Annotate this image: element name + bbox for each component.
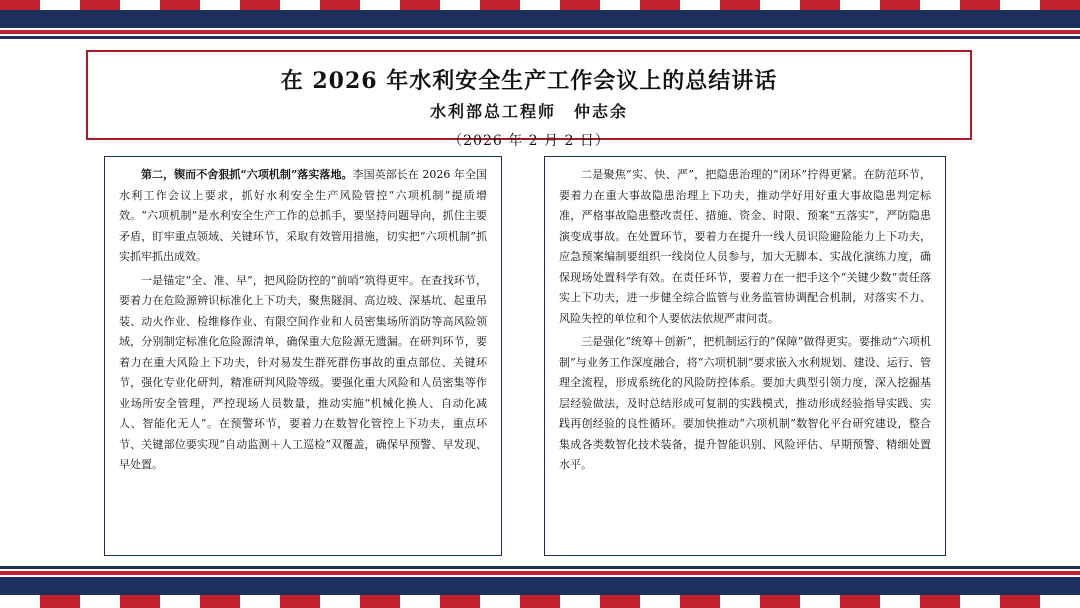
left-paragraph-2 bbox=[119, 271, 487, 476]
top-navy-band bbox=[0, 10, 1080, 28]
checker-cell bbox=[320, 0, 360, 10]
top-navy-line bbox=[0, 36, 1080, 39]
bottom-decoration bbox=[0, 566, 1080, 608]
checker-cell bbox=[40, 595, 80, 608]
checker-cell bbox=[520, 0, 560, 10]
checker-cell bbox=[640, 595, 680, 608]
bottom-checker-stripe bbox=[0, 595, 1080, 608]
checker-cell bbox=[400, 595, 440, 608]
checker-cell bbox=[960, 0, 1000, 10]
right-paragraph-1-lead: 二是聚焦“实、快、严”，把隐患治理的“闭环”拧得更紧。 bbox=[581, 168, 864, 181]
checker-cell bbox=[640, 0, 680, 10]
checker-cell bbox=[560, 595, 600, 608]
checker-cell bbox=[200, 0, 240, 10]
checker-cell bbox=[160, 0, 200, 10]
right-paragraph-1-body: 在防范环节，要着力在重大事故隐患治理上下功夫，推动学好用好重大事故隐患判定标准，严格事故隐患整改责任、措施、资金、时限、预案“五落实”，严防隐患演变成事故。在处置环节，要着力在提升一线人员识险避险能力上下功夫，应急预案编制要组织一线岗位人员参与，加大无脚本、实战化演练力度，确保现场处置科学有效。在责任环节，要着力在一把手这个“关键少数”责任落实上下功夫，进一步健全综合监管与业务监管协调配合机制，对落实不力、风险失控的单位和个人要依法依规严肃问责。 bbox=[559, 168, 931, 325]
checker-cell bbox=[680, 0, 720, 10]
checker-cell bbox=[600, 0, 640, 10]
checker-cell bbox=[80, 0, 120, 10]
checker-cell bbox=[720, 0, 760, 10]
checker-cell bbox=[200, 595, 240, 608]
checker-cell bbox=[40, 0, 80, 10]
checker-cell bbox=[760, 595, 800, 608]
left-paragraph-1-body: 李国英部长在 2026 年全国水利工作会议上要求，抓好水利安全生产风险管控“六项机制”提质增效。“六项机制”是水利安全生产工作的总抓手，要坚持问题导向，抓住主要矛盾，盯牢重点领域、关键环节，采取有效管用措施，切实把“六项机制”抓实抓牢抓出成效。 bbox=[119, 168, 487, 263]
checker-cell bbox=[440, 595, 480, 608]
header-box bbox=[86, 50, 972, 149]
checker-cell bbox=[400, 0, 440, 10]
checker-cell bbox=[1000, 595, 1040, 608]
right-text-panel bbox=[544, 156, 946, 556]
checker-cell bbox=[800, 0, 840, 10]
checker-cell bbox=[920, 0, 960, 10]
speaker-line: 水利部总工程师 仲志余 bbox=[429, 102, 628, 121]
left-paragraph-2-lead: 一是锚定“全、准、早”，把风险防控的“前哨”筑得更牢。 bbox=[141, 273, 421, 287]
checker-cell bbox=[760, 0, 800, 10]
right-paragraph-2-body: 要推动“六项机制”与业务工作深度融合，将“六项机制”要求嵌入水利规划、建设、运行、管理全流程，形成系统化的风险防控体系。要加大典型引领力度，深入挖掘基层经验做法，及时总结形成可复制的实践模式，推动形成经验指导实践、实践再创经验的良性循环。要加快推动“六项机制”数智化平台研究建设，整合集成各类数智化技术装备，提升智能识别、风险评估、早期预警、精细处置水平。 bbox=[559, 335, 932, 471]
checker-cell bbox=[680, 595, 720, 608]
left-paragraph-2-body: 在查找环节，要着力在危险源辨识标准化上下功夫，聚焦隧洞、高边坡、深基坑、起重吊装、动火作业、检维修作业、有限空间作业和人员密集场所消防等高风险领域，分别制定标准化危险源清单，确保重大危险源无遗漏。在研判环节，要着力在重大风险上下功夫，针对易发生群死群伤事故的重点部位、关键环节，强化专业化研判，精准研判风险等级。要强化重大风险和人员密集等作业场所安全管理，严控现场人员数量，推动实施“机械化换人、自动化减人、智能化无人”。在预警环节，要着力在数智化管控上下功夫，重点环节、关键部位要实现“自动监测＋人工巡检”双覆盖，确保早预警、早发现、早处置。 bbox=[119, 273, 487, 471]
left-text-panel bbox=[104, 156, 502, 556]
checker-cell bbox=[320, 595, 360, 608]
checker-cell bbox=[920, 595, 960, 608]
right-paragraph-2 bbox=[559, 332, 931, 476]
bottom-navy-band bbox=[0, 577, 1080, 595]
top-red-line bbox=[0, 30, 1080, 34]
checker-cell bbox=[840, 0, 880, 10]
checker-cell bbox=[480, 0, 520, 10]
checker-cell bbox=[720, 595, 760, 608]
left-paragraph-1 bbox=[119, 165, 487, 268]
checker-cell bbox=[960, 595, 1000, 608]
checker-cell bbox=[520, 595, 560, 608]
checker-cell bbox=[0, 0, 40, 10]
page-title: 在 2026 年水利安全生产工作会议上的总结讲话 bbox=[280, 68, 778, 94]
bottom-navy-line bbox=[0, 566, 1080, 569]
checker-cell bbox=[80, 595, 120, 608]
checker-cell bbox=[240, 0, 280, 10]
checker-cell bbox=[240, 595, 280, 608]
checker-cell bbox=[120, 0, 160, 10]
checker-cell bbox=[360, 595, 400, 608]
checker-cell bbox=[0, 595, 40, 608]
right-paragraph-2-lead: 三是强化“统筹＋创新”，把机制运行的“保障”做得更实。 bbox=[581, 335, 859, 348]
top-decoration bbox=[0, 0, 1080, 40]
checker-cell bbox=[480, 595, 520, 608]
bottom-red-line bbox=[0, 571, 1080, 575]
checker-cell bbox=[880, 595, 920, 608]
checker-cell bbox=[1040, 0, 1080, 10]
checker-cell bbox=[880, 0, 920, 10]
speech-date: （2026 年 2 月 2 日） bbox=[448, 133, 610, 149]
right-paragraph-1 bbox=[559, 165, 931, 329]
top-checker-stripe bbox=[0, 0, 1080, 10]
checker-cell bbox=[800, 595, 840, 608]
checker-cell bbox=[440, 0, 480, 10]
checker-cell bbox=[600, 595, 640, 608]
checker-cell bbox=[360, 0, 400, 10]
checker-cell bbox=[1000, 0, 1040, 10]
left-paragraph-1-lead: 第二，锲而不舍狠抓“六项机制”落实落地。 bbox=[141, 168, 353, 181]
checker-cell bbox=[280, 595, 320, 608]
checker-cell bbox=[160, 595, 200, 608]
checker-cell bbox=[280, 0, 320, 10]
checker-cell bbox=[560, 0, 600, 10]
checker-cell bbox=[1040, 595, 1080, 608]
checker-cell bbox=[120, 595, 160, 608]
checker-cell bbox=[840, 595, 880, 608]
